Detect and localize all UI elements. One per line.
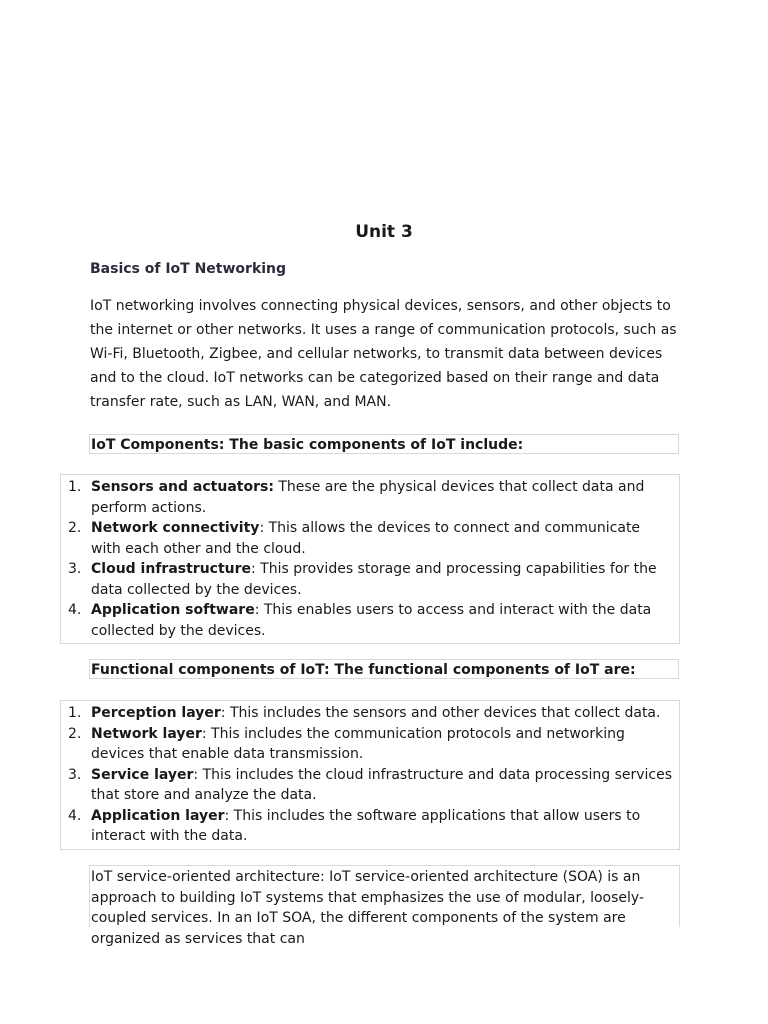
functional-heading: Functional components of IoT: The functional components of IoT are:: [89, 659, 679, 679]
list-term: Application layer: [91, 807, 225, 824]
list-term: Cloud infrastructure: [91, 561, 252, 577]
components-heading: IoT Components: The basic components of IoT include:: [89, 434, 679, 454]
list-number: 1.: [68, 479, 82, 495]
list-term: Application software: [91, 602, 255, 618]
list-text: : This includes the cloud infrastructure and data processing services that store and analyze the data.: [91, 766, 673, 803]
list-item: [61, 559, 679, 600]
page-title: Unit 3: [355, 222, 413, 242]
list-text: : This includes the software applications that allow users to interact with the data.: [91, 807, 641, 844]
list-term: Network layer: [91, 725, 202, 742]
components-list: [60, 474, 680, 644]
list-number: 3.: [68, 766, 82, 783]
list-text: : This allows the devices to connect and communicate with each other and the cloud.: [91, 520, 641, 557]
list-number: 2.: [68, 725, 82, 742]
list-item: [61, 600, 679, 641]
list-number: 4.: [68, 602, 82, 618]
functional-list: [60, 700, 680, 850]
list-text: : This enables users to access and interact with the data collected by the devices.: [91, 602, 652, 639]
list-term: Service layer: [91, 766, 194, 783]
list-item: [61, 477, 679, 518]
list-number: 4.: [68, 807, 82, 824]
list-term: Perception layer: [91, 705, 221, 721]
list-text: : This provides storage and processing capabilities for the data collected by the devices.: [91, 561, 657, 598]
list-text: : This includes the communication protocols and networking devices that enable data transmission.: [91, 725, 625, 762]
list-item: [61, 724, 679, 765]
list-item: [61, 806, 679, 847]
list-number: 3.: [68, 561, 82, 577]
intro-paragraph: IoT networking involves connecting physical devices, sensors, and other objects to the internet or other networks. It uses a range of communication protocols, such as Wi-Fi, Bluetooth, Zigbee, and cellular networks, to transmit data between devices and to the cloud. IoT networks can be categorized based on their range and data transfer rate, such as LAN, WAN, and MAN.: [90, 298, 677, 410]
list-text: These are the physical devices that collect data and perform actions.: [91, 479, 645, 516]
list-number: 1.: [68, 705, 82, 721]
list-item: [61, 518, 679, 559]
list-number: 2.: [68, 520, 82, 536]
list-term: Network connectivity: [91, 520, 260, 536]
list-item: [61, 765, 679, 806]
section-subheading: Basics of IoT Networking: [90, 261, 287, 277]
list-term: Sensors and actuators:: [91, 479, 274, 495]
list-text: : This includes the sensors and other devices that collect data.: [220, 705, 661, 721]
soa-paragraph: IoT service-oriented architecture: IoT service-oriented architecture (SOA) is an approach to building IoT systems that emphasizes the use of modular, loosely-coupled services. In an IoT SOA, the different components of the system are organized as services that can: [89, 865, 680, 927]
list-item: [61, 703, 679, 724]
